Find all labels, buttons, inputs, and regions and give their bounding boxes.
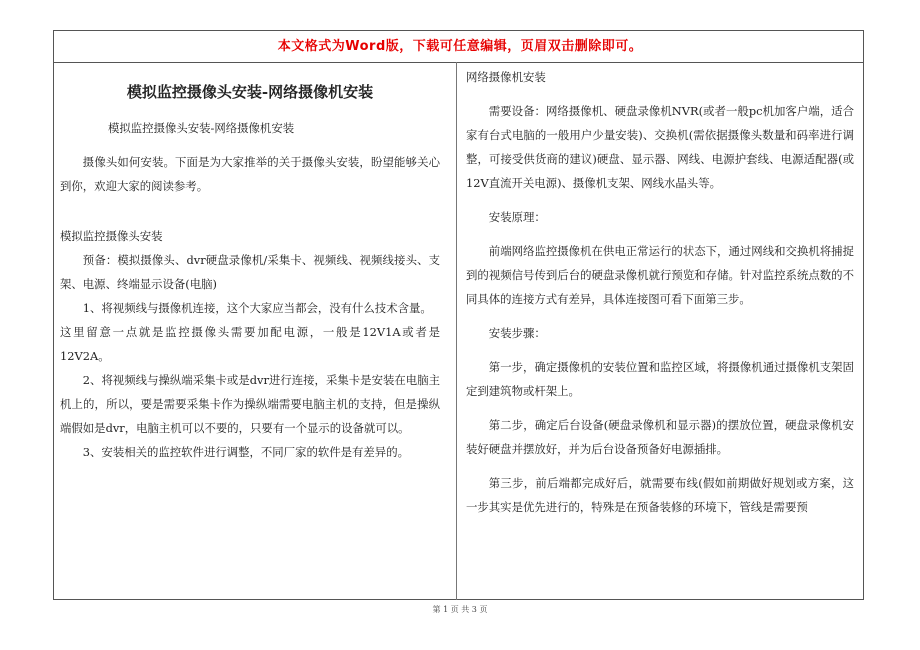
right-step1: 第一步，确定摄像机的安装位置和监控区域，将摄像机通过摄像机支架固定到建筑物或杆架上。	[466, 360, 854, 398]
left-column	[60, 80, 440, 464]
subtitle: 模拟监控摄像头安装-网络摄像机安装	[108, 121, 295, 135]
prep-paragraph: 预备：模拟摄像头、dvr硬盘录像机/采集卡、视频线、视频线接头、支架、电源、终端显示设备(电脑)	[60, 253, 440, 291]
page-footer: 第 1 页 共 3 页	[432, 605, 488, 614]
header-banner: 本文格式为Word版，下载可任意编辑，页眉双击删除即可。	[277, 39, 643, 54]
equipment-paragraph: 需要设备：网络摄像机、硬盘录像机NVR(或者一般pc机加客户端，适合家有台式电脑的一般用户少量安装)、交换机(需依据摄像头数量和码率进行调整，可接受供货商的建议)硬盘、显示器、网线、电源护套线、电源适配器(或12V直流开关电源)、摄像机支架、网线水晶头等。	[466, 104, 854, 190]
step1-paragraph: 1、将视频线与摄像机连接，这个大家应当都会，没有什么技术含量。	[82, 301, 432, 315]
intro-paragraph: 摄像头如何安装。下面是为大家推举的关于摄像头安装，盼望能够关心到你，欢迎大家的阅读参考。	[60, 155, 440, 193]
right-step2: 第二步，确定后台设备(硬盘录像机和显示器)的摆放位置，硬盘录像机安装好硬盘并摆放好，并为后台设备预备好电源插排。	[466, 418, 854, 456]
document-title: 模拟监控摄像头安装-网络摄像机安装	[126, 83, 374, 101]
step2-paragraph: 2、将视频线与操纵端采集卡或是dvr进行连接，采集卡是安装在电脑主机上的，所以，要是需要采集卡作为操纵端需要电脑主机的支持，但是操纵端假如是dvr，电脑主机可以不要的，只要有一个显示的设备就可以。	[60, 373, 440, 435]
section-heading-network: 网络摄像机安装	[466, 70, 546, 84]
step1-note: 这里留意一点就是监控摄像头需要加配电源，一般是12V1A或者是12V2A。	[60, 325, 440, 363]
principle-paragraph: 前端网络监控摄像机在供电正常运行的状态下，通过网线和交换机将捕捉到的视频信号传到后台的硬盘录像机就行预览和存储。针对监控系统点数的不同具体的连接方式有差异，具体连接图可看下面第三步。	[466, 244, 854, 306]
right-column	[466, 65, 854, 519]
step3-paragraph: 3、安装相关的监控软件进行调整，不同厂家的软件是有差异的。	[82, 445, 409, 459]
principle-label: 安装原理：	[488, 210, 546, 224]
right-step3: 第三步，前后端都完成好后，就需要布线(假如前期做好规划或方案，这一步其实是优先进行的，特殊是在预备装修的环境下，管线是需要预	[466, 476, 854, 514]
header-rule	[53, 62, 864, 63]
column-divider	[456, 62, 457, 600]
steps-label: 安装步骤：	[488, 326, 546, 340]
section-heading-analog: 模拟监控摄像头安装	[60, 229, 163, 243]
